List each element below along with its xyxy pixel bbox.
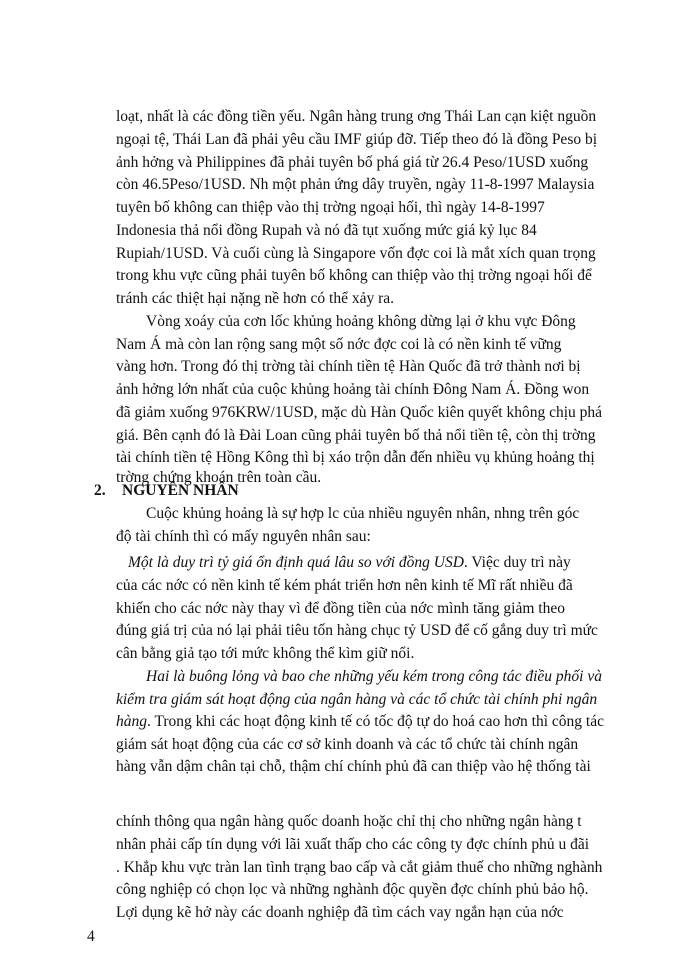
text-line: chính thông qua ngân hàng quốc doanh hoặc chỉ thị cho những ngân hàng t [116,813,582,830]
text-line: còn 46.5Peso/1USD. Nh một phản ứng dây truyền, ngày 11-8-1997 Malaysia [116,176,595,193]
text-line: Indonesia thả nổi đồng Rupah và nó đã tụt xuống mức giá kỷ lục 84 [116,222,537,239]
text-line: giám sát hoạt động của các cơ sở kinh doanh và các tổ chức tài chính ngân [116,736,579,753]
text-line: ảnh hởng lớn nhất của cuộc khủng hoảng tài chính Đông Nam Á. Đồng won [116,381,590,398]
text-line: đúng giá trị của nó lại phải tiêu tốn hàng chục tỷ USD để cố gắng duy trì mức [116,622,598,639]
text-line: cân bằng giả tạo tới mức không thể kìm giữ nổi. [116,645,415,662]
cause-one-line [128,553,571,573]
text-line: loạt, nhất là các đồng tiền yếu. Ngân hàng trung ơng Thái Lan cạn kiệt nguồn [116,108,597,125]
text-line: nhân phải cấp tín dụng với lãi xuất thấp cho các công ty đợc chính phủ u đãi [116,836,590,853]
text-line: tuyên bố không can thiệp vào thị trờng ngoại hối, thì ngày 14-8-1997 [116,199,545,216]
cause-two-title: kiểm tra giám sát hoạt động của ngân hàng và các tổ chức tài chính phi ngân [116,691,598,708]
cause-two-line [116,712,604,732]
text-line: Nam Á mà còn lan rộng sang một số nớc đợc coi là có nền kinh tế vững [116,336,562,353]
cause-two-title-end: hàng [116,713,147,730]
section-number: 2. [94,482,106,499]
text-line: Cuộc khủng hoảng là sự hợp lc của nhiều nguyên nhân, nhng trên góc [146,505,580,522]
text-line: Rupiah/1USD. Và cuối cùng là Singapore vốn đợc coi là mắt xích quan trọng [116,245,596,262]
text-line: tránh các thiệt hại nặng nề hơn có thể xảy ra. [116,290,395,307]
text-line: trong khu vực cũng phải tuyên bố không can thiệp vào thị trờng ngoại hối để [116,267,592,284]
text-line: trờng chứng khoán trên toàn cầu. [116,469,322,486]
text-line: của các nớc có nền kinh tế kém phát triển hơn nên kinh tế Mĩ rất nhiều đã [116,577,573,594]
text-line: Vòng xoáy của cơn lốc khủng hoảng không dừng lại ở khu vực Đông [146,313,576,330]
section-title: NGUYÊN NHÂN [122,482,239,499]
text-line: khiến cho các nớc này thay vì để đồng tiền của nớc mình tăng giảm theo [116,600,565,617]
text-line: đã giảm xuống 976KRW/1USD, mặc dù Hàn Quốc kiên quyết không chịu phá [116,404,603,421]
text-line: Lợi dụng kẽ hở này các doanh nghiệp đã tìm cách vay ngắn hạn của nớc [116,904,564,921]
text-line: độ tài chính thì có mấy nguyên nhân sau: [116,528,371,545]
text-line: giá. Bên cạnh đó là Đài Loan cũng phải tuyên bố thả nổi tiền tệ, còn thị trờng [116,427,596,444]
text-line: ngoại tệ, Thái Lan đã phải yêu cầu IMF giúp đỡ. Tiếp theo đó là đồng Peso bị [116,131,598,148]
cause-one-title: Một là duy trì tỷ giá ổn định quá lâu so với đồng USD [128,554,464,571]
text-line: . Khắp khu vực tràn lan tình trạng bao cấp và cắt giảm thuế cho những nghành [116,859,603,876]
text-line: tài chính tiền tệ Hồng Kông thì bị xáo trộn dẫn đến nhiều vụ khủng hoảng thị [116,449,595,466]
section-heading [94,482,239,500]
cause-one-text: . Việc duy trì này [463,554,571,571]
cause-two-title: Hai là buông lỏng và bao che những yếu kém trong công tác điều phối và [146,668,602,685]
text-line: ảnh hởng và Philippines đã phải tuyên bố phá giá từ 26.4 Peso/1USD xuống [116,154,589,171]
page-number: 4 [87,928,95,945]
text-line: công nghiệp có chọn lọc và những nghành độc quyền đợc chính phủ bảo hộ. [116,881,589,898]
cause-two-text: . Trong khi các hoạt động kinh tế có tốc độ tự do hoá cao hơn thì công tác [147,713,604,730]
text-line: vàng hơn. Trong đó thị trờng tài chính tiền tệ Hàn Quốc đã trở thành nơi bị [116,358,581,375]
text-line: hàng vẫn dậm chân tại chỗ, thậm chí chính phủ đã can thiệp vào hệ thống tài [116,758,591,775]
